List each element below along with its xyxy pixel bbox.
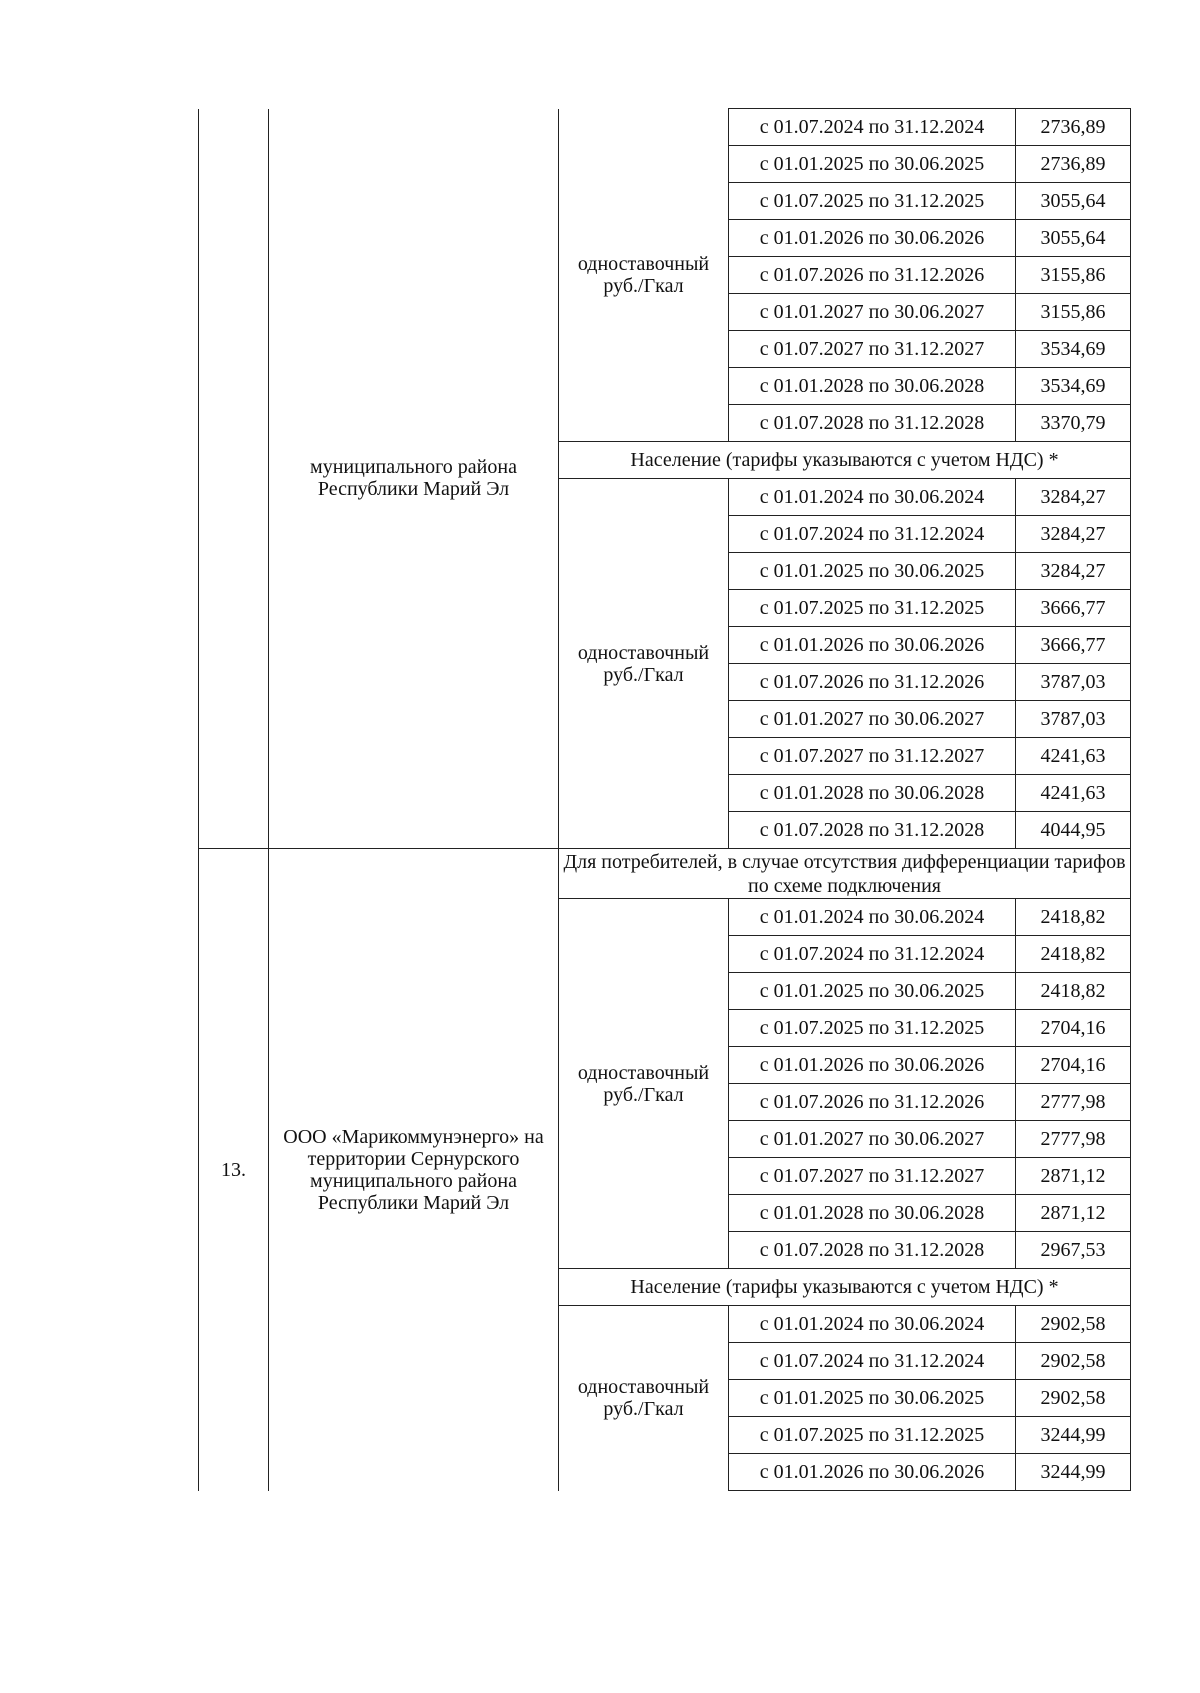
value-cell: 4044,95 bbox=[1016, 812, 1131, 849]
period-cell: с 01.01.2024 по 30.06.2024 bbox=[729, 1306, 1016, 1343]
value-cell: 2902,58 bbox=[1016, 1380, 1131, 1417]
period-cell: с 01.01.2025 по 30.06.2025 bbox=[729, 973, 1016, 1010]
value-cell: 4241,63 bbox=[1016, 775, 1131, 812]
period-cell: с 01.07.2025 по 31.12.2025 bbox=[729, 590, 1016, 627]
value-cell: 3244,99 bbox=[1016, 1417, 1131, 1454]
value-cell: 3244,99 bbox=[1016, 1454, 1131, 1491]
organization-cell bbox=[269, 109, 559, 849]
organization-cell bbox=[269, 849, 559, 1491]
period-cell: с 01.07.2025 по 31.12.2025 bbox=[729, 183, 1016, 220]
organization-name: ООО «Марикоммунэнерго» на территории Сернурского муниципального района Республики Марий Эл bbox=[283, 1125, 544, 1214]
period-cell: с 01.07.2024 по 31.12.2024 bbox=[729, 109, 1016, 146]
row-number: 13. bbox=[221, 1158, 246, 1181]
population-header: Население (тарифы указываются с учетом НДС) * bbox=[559, 1269, 1131, 1306]
period-cell: с 01.07.2028 по 31.12.2028 bbox=[729, 405, 1016, 442]
row-number-cell bbox=[199, 849, 269, 1491]
period-cell: с 01.07.2024 по 31.12.2024 bbox=[729, 516, 1016, 553]
period-cell: с 01.01.2026 по 30.06.2026 bbox=[729, 1047, 1016, 1084]
value-cell: 2418,82 bbox=[1016, 936, 1131, 973]
value-cell: 3055,64 bbox=[1016, 183, 1131, 220]
value-cell: 3284,27 bbox=[1016, 553, 1131, 590]
value-cell: 2902,58 bbox=[1016, 1306, 1131, 1343]
period-cell: с 01.07.2027 по 31.12.2027 bbox=[729, 1158, 1016, 1195]
period-cell: с 01.01.2027 по 30.06.2027 bbox=[729, 1121, 1016, 1158]
table-row bbox=[199, 109, 1131, 146]
value-cell: 3284,27 bbox=[1016, 516, 1131, 553]
tariff-type-label: одноставочный руб./Гкал bbox=[577, 641, 710, 686]
period-cell: с 01.07.2024 по 31.12.2024 bbox=[729, 936, 1016, 973]
consumers-header: Для потребителей, в случае отсутствия дифференциации тарифов по схеме подключения bbox=[559, 849, 1131, 899]
value-cell: 3666,77 bbox=[1016, 627, 1131, 664]
value-cell: 3666,77 bbox=[1016, 590, 1131, 627]
value-cell: 4241,63 bbox=[1016, 738, 1131, 775]
tariff-type-label: одноставочный руб./Гкал bbox=[577, 252, 710, 297]
period-cell: с 01.07.2027 по 31.12.2027 bbox=[729, 738, 1016, 775]
tariff-table bbox=[198, 108, 1131, 1491]
value-cell: 3155,86 bbox=[1016, 257, 1131, 294]
value-cell: 2418,82 bbox=[1016, 973, 1131, 1010]
value-cell: 3534,69 bbox=[1016, 331, 1131, 368]
tariff-type-cell bbox=[559, 109, 729, 442]
period-cell: с 01.01.2028 по 30.06.2028 bbox=[729, 368, 1016, 405]
tariff-type-cell bbox=[559, 479, 729, 849]
period-cell: с 01.07.2026 по 31.12.2026 bbox=[729, 664, 1016, 701]
period-cell: с 01.01.2028 по 30.06.2028 bbox=[729, 1195, 1016, 1232]
value-cell: 2777,98 bbox=[1016, 1084, 1131, 1121]
value-cell: 2736,89 bbox=[1016, 109, 1131, 146]
population-header: Население (тарифы указываются с учетом НДС) * bbox=[559, 442, 1131, 479]
row-number-cell bbox=[199, 109, 269, 849]
period-cell: с 01.01.2026 по 30.06.2026 bbox=[729, 1454, 1016, 1491]
tariff-type-cell bbox=[559, 899, 729, 1269]
value-cell: 2967,53 bbox=[1016, 1232, 1131, 1269]
value-cell: 3534,69 bbox=[1016, 368, 1131, 405]
period-cell: с 01.07.2025 по 31.12.2025 bbox=[729, 1417, 1016, 1454]
value-cell: 2902,58 bbox=[1016, 1343, 1131, 1380]
value-cell: 2736,89 bbox=[1016, 146, 1131, 183]
period-cell: с 01.07.2027 по 31.12.2027 bbox=[729, 331, 1016, 368]
tariff-type-label: одноставочный руб./Гкал bbox=[577, 1061, 710, 1106]
value-cell: 2777,98 bbox=[1016, 1121, 1131, 1158]
period-cell: с 01.01.2025 по 30.06.2025 bbox=[729, 553, 1016, 590]
value-cell: 2704,16 bbox=[1016, 1047, 1131, 1084]
period-cell: с 01.01.2027 по 30.06.2027 bbox=[729, 294, 1016, 331]
tariff-type-label: одноставочный руб./Гкал bbox=[577, 1376, 710, 1421]
period-cell: с 01.07.2028 по 31.12.2028 bbox=[729, 812, 1016, 849]
period-cell: с 01.01.2025 по 30.06.2025 bbox=[729, 1380, 1016, 1417]
period-cell: с 01.01.2026 по 30.06.2026 bbox=[729, 220, 1016, 257]
value-cell: 3284,27 bbox=[1016, 479, 1131, 516]
value-cell: 3787,03 bbox=[1016, 664, 1131, 701]
value-cell: 3787,03 bbox=[1016, 701, 1131, 738]
period-cell: с 01.07.2028 по 31.12.2028 bbox=[729, 1232, 1016, 1269]
value-cell: 2418,82 bbox=[1016, 899, 1131, 936]
value-cell: 3155,86 bbox=[1016, 294, 1131, 331]
value-cell: 3370,79 bbox=[1016, 405, 1131, 442]
period-cell: с 01.01.2024 по 30.06.2024 bbox=[729, 899, 1016, 936]
period-cell: с 01.01.2028 по 30.06.2028 bbox=[729, 775, 1016, 812]
period-cell: с 01.07.2025 по 31.12.2025 bbox=[729, 1010, 1016, 1047]
value-cell: 2704,16 bbox=[1016, 1010, 1131, 1047]
period-cell: с 01.07.2026 по 31.12.2026 bbox=[729, 1084, 1016, 1121]
tariff-type-cell bbox=[559, 1306, 729, 1491]
period-cell: с 01.01.2026 по 30.06.2026 bbox=[729, 627, 1016, 664]
period-cell: с 01.07.2026 по 31.12.2026 bbox=[729, 257, 1016, 294]
period-cell: с 01.07.2024 по 31.12.2024 bbox=[729, 1343, 1016, 1380]
value-cell: 3055,64 bbox=[1016, 220, 1131, 257]
section-header-row bbox=[199, 849, 1131, 899]
organization-name: муниципального района Республики Марий Эл bbox=[310, 456, 517, 501]
value-cell: 2871,12 bbox=[1016, 1195, 1131, 1232]
value-cell: 2871,12 bbox=[1016, 1158, 1131, 1195]
period-cell: с 01.01.2024 по 30.06.2024 bbox=[729, 479, 1016, 516]
period-cell: с 01.01.2027 по 30.06.2027 bbox=[729, 701, 1016, 738]
period-cell: с 01.01.2025 по 30.06.2025 bbox=[729, 146, 1016, 183]
